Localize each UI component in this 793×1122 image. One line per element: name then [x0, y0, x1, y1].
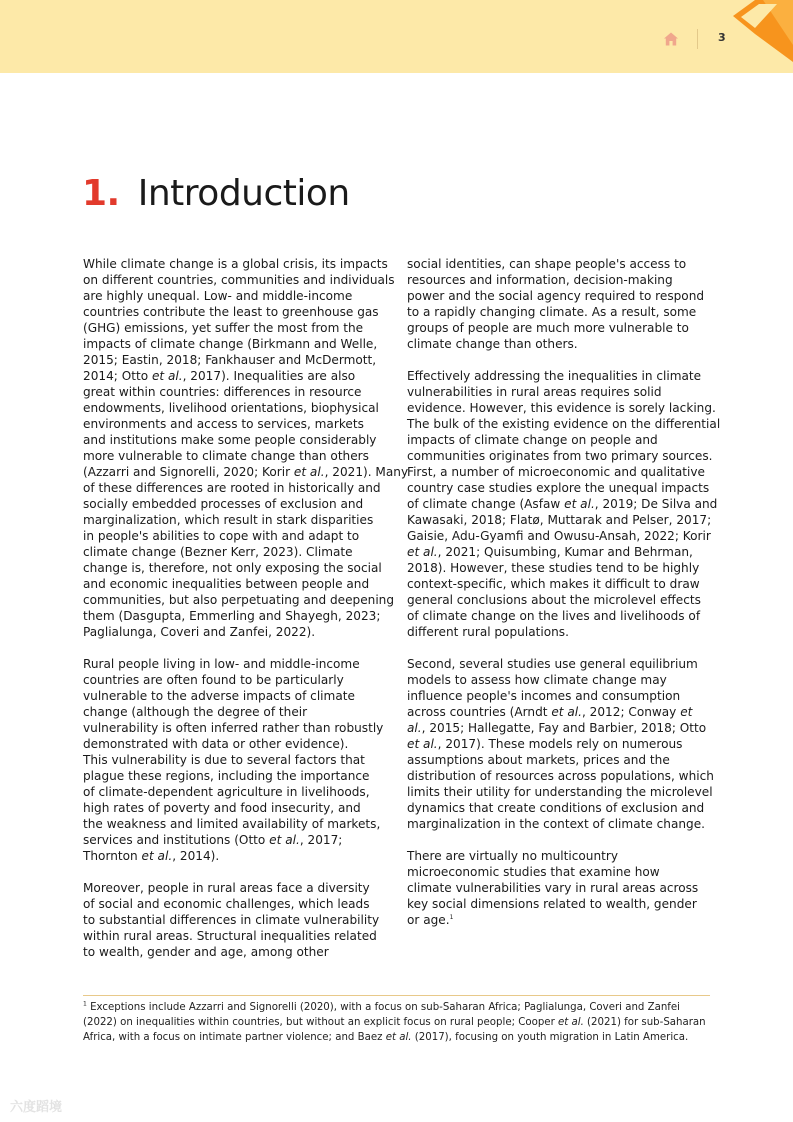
text-line: of social and economic challenges, which leads: [83, 897, 370, 911]
text-line: different rural populations.: [407, 625, 569, 639]
text-line: change is, therefore, not only exposing the social: [83, 561, 382, 575]
home-icon[interactable]: [663, 31, 679, 47]
text-line: Paglialunga, Coveri and Zanfei, 2022).: [83, 625, 316, 639]
text-line: general conclusions about the microlevel effects: [407, 593, 701, 607]
section-heading: [82, 173, 350, 214]
text-line: resources and information, decision-making: [407, 273, 673, 287]
text-line: et al., 2021; Quisumbing, Kumar and Behrman,: [407, 545, 693, 559]
text-line: of climate-dependent agriculture in livelihoods,: [83, 785, 370, 799]
paragraph: [83, 256, 409, 640]
text-line: and institutions make some people considerably: [83, 433, 377, 447]
text-line: marginalization in the context of climate change.: [407, 817, 705, 831]
text-line: influence people's incomes and consumption: [407, 689, 681, 703]
text-line: countries are often found to be particularly: [83, 673, 344, 687]
text-line: or age.$^1$: [407, 913, 454, 927]
text-line: environments and access to services, markets: [83, 417, 364, 431]
paragraph: [407, 368, 721, 640]
page-number: 3: [718, 31, 726, 44]
text-line: context-specific, which makes it difficult to draw: [407, 577, 700, 591]
text-line: key social dimensions related to wealth, gender: [407, 897, 697, 911]
text-line: Rural people living in low- and middle-income: [83, 657, 360, 671]
text-line: of these differences are rooted in historically and: [83, 481, 381, 495]
text-column-right: [407, 256, 721, 944]
header-separator: [697, 29, 698, 49]
text-line: impacts of climate change (Birkmann and Welle,: [83, 337, 378, 351]
text-line: country case studies explore the unequal impacts: [407, 481, 710, 495]
text-line: across countries (Arndt et al., 2012; Conway et: [407, 705, 693, 719]
text-line: to wealth, gender and age, among other: [83, 945, 329, 959]
text-line: et al., 2017). These models rely on numerous: [407, 737, 683, 751]
text-line: limits their utility for understanding the microlevel: [407, 785, 713, 799]
corner-chevron-icon: [733, 0, 793, 62]
text-line: plague these regions, including the importance: [83, 769, 370, 783]
text-line: climate change (Bezner Kerr, 2023). Climate: [83, 545, 353, 559]
text-line: 2014; Otto et al., 2017). Inequalities are also: [83, 369, 356, 383]
text-line: 2018). However, these studies tend to be highly: [407, 561, 700, 575]
text-line: change (although the degree of their: [83, 705, 308, 719]
text-line: are highly unequal. Low- and middle-income: [83, 289, 353, 303]
text-line: (Azzarri and Signorelli, 2020; Korir et al., 2021). Many: [83, 465, 409, 479]
text-line: vulnerabilities in rural areas requires solid: [407, 385, 662, 399]
text-line: countries contribute the least to greenhouse gas: [83, 305, 379, 319]
paragraph: [407, 656, 713, 832]
paragraph: [83, 880, 389, 960]
text-line: Gaisie, Adu-Gyamfi and Owusu-Ansah, 2022; Korir: [407, 529, 711, 543]
footnote-line: Africa, with a focus on intimate partner violence; and Baez et al. (2017), focusing on youth migration in Latin America.: [83, 1032, 689, 1043]
text-line: vulnerability is often inferred rather than robustly: [83, 721, 384, 735]
text-line: services and institutions (Otto et al., 2017;: [83, 833, 343, 847]
text-line: demonstrated with data or other evidence).: [83, 737, 349, 751]
text-line: marginalization, which result in stark disparities: [83, 513, 374, 527]
text-line: distribution of resources across populations, which: [407, 769, 714, 783]
text-line: social identities, can shape people's access to: [407, 257, 687, 271]
text-line: the weakness and limited availability of markets,: [83, 817, 381, 831]
section-title: Introduction: [137, 173, 350, 214]
text-line: 2015; Eastin, 2018; Fankhauser and McDermott,: [83, 353, 377, 367]
text-line: to a rapidly changing climate. As a result, some: [407, 305, 697, 319]
text-line: Second, several studies use general equilibrium: [407, 657, 698, 671]
text-line: to substantial differences in climate vulnerability: [83, 913, 380, 927]
text-line: communities, but also perpetuating and deepening: [83, 593, 395, 607]
text-line: socially embedded processes of exclusion and: [83, 497, 364, 511]
text-line: Thornton et al., 2014).: [83, 849, 220, 863]
text-line: of climate change on the lives and livelihoods of: [407, 609, 701, 623]
footnote-line: (2022) on inequalities within countries, but without an explicit focus on rural people; Cooper et al. (2021) for sub-Saharan: [83, 1017, 706, 1028]
text-line: and economic inequalities between people and: [83, 577, 370, 591]
footnote-line: $^1$ Exceptions include Azzarri and Signorelli (2020), with a focus on sub-Saharan Africa; Paglialunga, Coveri and Zanfei: [83, 1000, 680, 1013]
text-line: While climate change is a global crisis, its impacts: [83, 257, 388, 271]
text-line: of climate change (Asfaw et al., 2019; De Silva and: [407, 497, 718, 511]
paragraph: [407, 256, 713, 352]
text-line: (GHG) emissions, yet suffer the most from the: [83, 321, 364, 335]
text-line: Kawasaki, 2018; Flatø, Muttarak and Pelser, 2017;: [407, 513, 712, 527]
footnote-divider: [83, 995, 710, 996]
paragraph: [407, 848, 713, 928]
text-line: endowments, livelihood orientations, biophysical: [83, 401, 379, 415]
text-line: al., 2015; Hallegatte, Fay and Barbier, 2018; Otto: [407, 721, 707, 735]
text-line: Moreover, people in rural areas face a diversity: [83, 881, 370, 895]
text-line: power and the social agency required to respond: [407, 289, 705, 303]
text-line: communities originates from two primary sources.: [407, 449, 713, 463]
text-line: within rural areas. Structural inequalities related: [83, 929, 377, 943]
text-line: There are virtually no multicountry: [407, 849, 618, 863]
text-line: groups of people are much more vulnerable to: [407, 321, 689, 335]
text-line: First, a number of microeconomic and qualitative: [407, 465, 705, 479]
watermark: 六度蹈境: [10, 1100, 63, 1115]
text-line: climate vulnerabilities vary in rural areas across: [407, 881, 699, 895]
text-column-left: [83, 256, 409, 976]
text-line: on different countries, communities and individuals: [83, 273, 395, 287]
section-number: 1.: [82, 173, 120, 214]
text-line: Effectively addressing the inequalities in climate: [407, 369, 702, 383]
text-line: microeconomic studies that examine how: [407, 865, 660, 879]
text-line: The bulk of the existing evidence on the differential: [407, 417, 721, 431]
text-line: in people's abilities to cope with and adapt to: [83, 529, 360, 543]
text-line: high rates of poverty and food insecurity, and: [83, 801, 361, 815]
text-line: them (Dasgupta, Emmerling and Shayegh, 2023;: [83, 609, 381, 623]
footnote: [83, 1000, 713, 1045]
text-line: more vulnerable to climate change than others: [83, 449, 369, 463]
text-line: vulnerable to the adverse impacts of climate: [83, 689, 355, 703]
text-line: climate change than others.: [407, 337, 578, 351]
text-line: This vulnerability is due to several factors that: [83, 753, 365, 767]
text-line: great within countries: differences in resource: [83, 385, 362, 399]
text-line: dynamics that create conditions of exclusion and: [407, 801, 705, 815]
text-line: assumptions about markets, prices and the: [407, 753, 670, 767]
text-line: evidence. However, this evidence is sorely lacking.: [407, 401, 716, 415]
text-line: models to assess how climate change may: [407, 673, 667, 687]
text-line: impacts of climate change on people and: [407, 433, 658, 447]
paragraph: [83, 656, 389, 864]
